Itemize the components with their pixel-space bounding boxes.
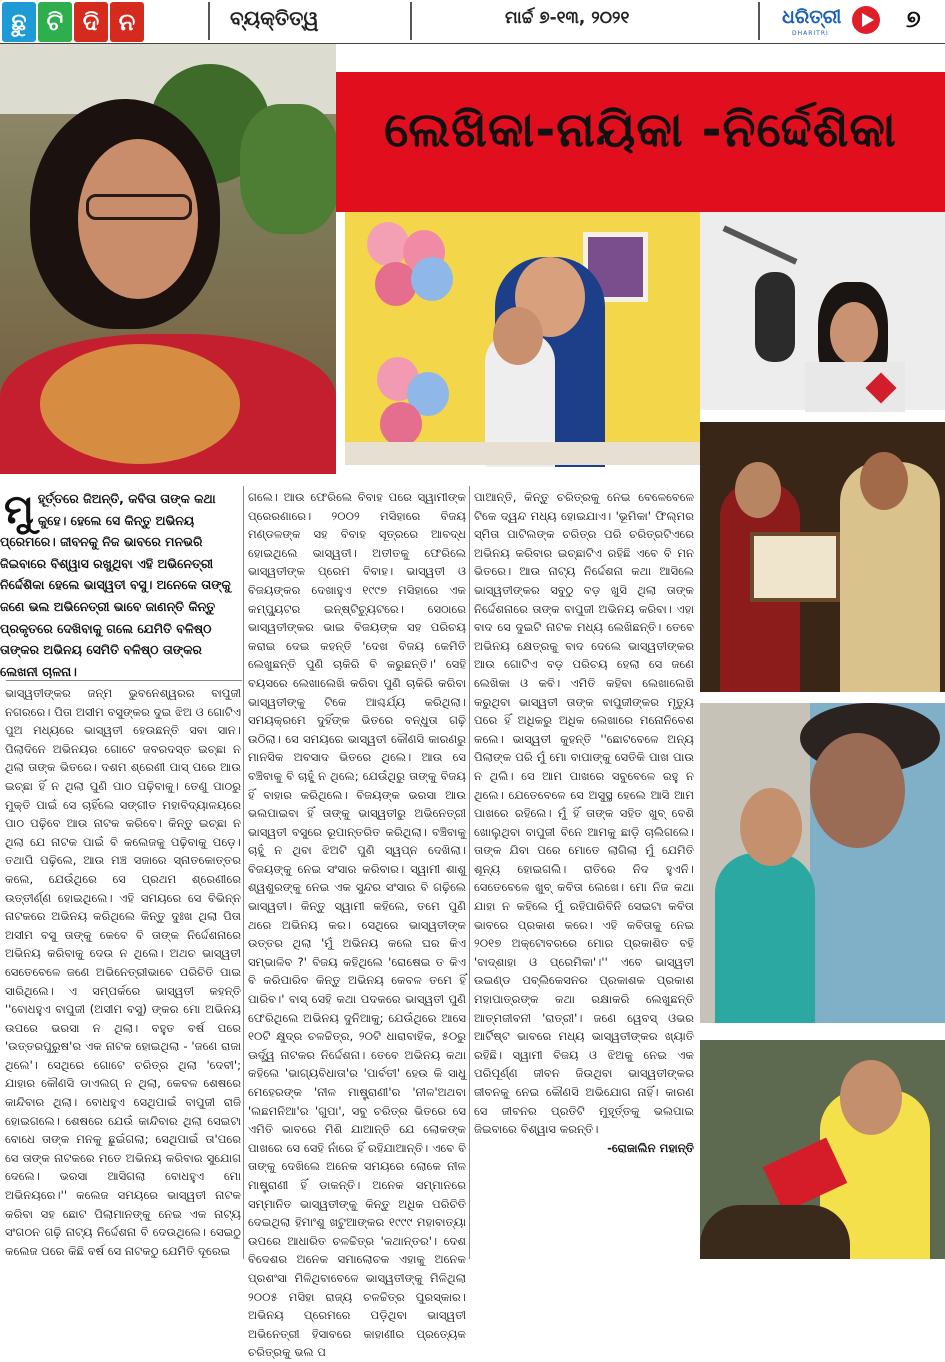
- portrait-photo: [0, 44, 336, 464]
- page-number: ୭: [906, 5, 921, 33]
- reading-photo: [700, 1040, 945, 1259]
- author-signature: -ରୋଜାଲିନ ମହାନ୍ତି: [607, 1140, 694, 1155]
- brand-letter: ଛୁ: [2, 2, 36, 42]
- dropcap: ମୁ: [4, 487, 34, 533]
- brand-logo: [0, 0, 144, 44]
- headline-banner: [336, 72, 945, 212]
- publication-logo: ଧରିତ୍ରୀ: [782, 6, 842, 28]
- headline: ଲେଖିକା-ନାୟିକା -ନିର୍ଦ୍ଦେଶିକା: [384, 102, 897, 158]
- column-divider: [243, 486, 244, 1259]
- article-column-1: [5, 684, 241, 1259]
- article-column-2: [248, 488, 466, 1360]
- intro-text: ହୂର୍ତ୍ତରେ ଜିଅନ୍ତି, କବିତା ତାଙ୍କ କଥା କୁହେ। ହେଲେ ସେ କିନ୍ତୁ ଅଭିନୟ ପ୍ରେମରେ। ଜୀବନକୁ ନିଜ ଭାବରେ ମନଭରି ଜିଇବାରେ ବିଶ୍ୱାସ ରଖୁଥିବା ଏହି ଅଭିନେତ୍ରୀ ନିର୍ଦ୍ଦେଶିକା ହେଲେ ଭାସ୍ୱତୀ ବସୁ। ଅନେକେ ତାଙ୍କୁ ଜଣେ ଭଲ ଅଭିନେତ୍ରୀ ଭାବେ ଜାଣନ୍ତି କିନ୍ତୁ ପ୍ରକୃତରେ ଦେଖିବାକୁ ଗଲେ ଯେମିତି ବଳିଷ୍ଠ ତାଙ୍କର ଅଭିନୟ ସେମିତି ବଳିଷ୍ଠ ତାଙ୍କର ଲେଖନୀ ଚାଳନା।: [0, 491, 231, 679]
- divider: [208, 2, 210, 40]
- father-photo: [700, 703, 945, 1023]
- play-icon: [852, 6, 880, 34]
- publication-logo-sub: DHARITRI: [792, 30, 829, 37]
- body-text: ପାଆନ୍ତି, କିନ୍ତୁ ଚରିତ୍ରକୁ ନେଇ ବେଳେବେଳେ ଟିକେ ଦ୍ୱନ୍ଦ ମଧ୍ୟ ହୋଇଯାଏ। 'ଭୂମିକା' ଫିଲ୍ମର ସ୍ମିତା ପାଟିଲଙ୍କ ଚରିତ୍ର ପରି ଚରିତ୍ରଟିଏରେ ଅଭିନୟ କରିବାର ଇଚ୍ଛାଟିଏ ରହିଛି ଏବେ ବି ମନ ଭିତରେ। ଆଉ ନାଟ୍ୟ ନିର୍ଦ୍ଦେଶନା କଥା ଆସିଲେ ଭାସ୍ୱତୀଙ୍କର ସବୁଠୁ ବଡ଼ ଖୁସି ଥିଲା ତାଙ୍କ ନିର୍ଦ୍ଦେଶନାରେ ତାଙ୍କ ବାପୁଜୀ ଅଭିନୟ କରିବା। ଏହା ବାଦ ସେ ଦୁଇଟି ନାଟକ ମଧ୍ୟ ଲେଖିଛନ୍ତି। ତେବେ ଅଭିନୟ କ୍ଷେତ୍ରକୁ ବାଦ ଦେଲେ ଭାସ୍ୱତୀଙ୍କର ଆଉ ଗୋଟିଏ ବଡ଼ ପରିଚୟ ହେଲା ସେ ଜଣେ ଲେଖିକା ଓ କବି। ଏମିତି କହିବା ଲେଖାଲେଖି କରୁଥିବା ଭାସ୍ୱତୀ ତାଙ୍କ ବାପୁଜୀଙ୍କର ମୃତ୍ୟୁ ପରେ ହିଁ ଅଧିକରୁ ଅଧିକ ଲେଖାରେ ମନୋନିବେଶ କଲେ। ଭାସ୍ୱତୀ କୁହନ୍ତି ''ଛୋଟବେଳେ ଅନ୍ୟ ପିଲାଙ୍କ ପରି ମୁଁ ମୋ ବାପାଙ୍କୁ ସେତିକି ପାଖ ପାଉ ନ ଥିଲି। ସେ ଆମ ପାଖରେ ସବୁବେଳେ ରହୁ ନ ଥିଲେ। ଯେତେବେଳେ ସେ ଅସୁସ୍ଥ ହେଲେ ଆସି ଆମ ପାଖରେ ରହିଲେ। ମୁଁ ହିଁ ତାଙ୍କ ସହିତ ଖୁବ୍ ବେଶି ଖୋଲୁଥିବା ବାପୁଜୀ ବିନେ ଆମକୁ ଛାଡ଼ି ଚାଲିଗଲେ। ତାଙ୍କ ଯିବା ପରେ ମୋତେ ଲାଗିଲା ମୁଁ ଯେମିତି ଶୂନ୍ୟ ହୋଇଗଲି। ରାତିରେ ନିଦ ହୁଏନି। ସେତେବେଳେ ଖୁବ୍ କବିତା ଲେଖେ। ମୋ ନିଜ କଥା ଯାହା ନ କହିଲେ ମୁଁ ରହିପାରିବିନି ସେଇଟା କବିତା ଭାବରେ ପ୍ରକାଶ କରେ। ଏହି କବିତାକୁ ନେଇ ୨୦୧୭ ଅକ୍ଟୋବରରେ ମୋର ପ୍ରକାଶିତ ବହି 'ବାଦ୍‌ଶାହା ଓ ପ୍ରେମିକା'।'' ଏବେ ଭାସ୍ୱତୀ ଉଇଣ୍ଡ ପବ୍ଲିକେସନର ପ୍ରକାଶକ ପ୍ରକାଶ ମହାପାତ୍ରଙ୍କ କଥା ରକ୍ଷାକରି ଲେଖୁଛନ୍ତି ଆତ୍ମଜୀବନୀ 'ରାତ୍ରୀ'। ଜଣେ ୱେବସ୍ ଓଭର ଆର୍ଟିଷ୍ଟ ଭାବରେ ମଧ୍ୟ ଭାସ୍ୱତୀଙ୍କର ଖ୍ୟାତି ରହିଛି। ସ୍ୱାମୀ ବିଜୟ ଓ ଝିଅକୁ ନେଇ ଏକ ପରିପୂର୍ଣ୍ଣ ଜୀବନ ଜିଉଥିବା ଭାସ୍ୱତୀଙ୍କର ଜୀବନକୁ ନେଇ କୌଣସି ଅଭିଯୋଗ ନାହିଁ। କାରଣ ସେ ଜୀବନର ପ୍ରତିଟି ମୁହୂର୍ତ୍ତକୁ ଭଲପାଇ ଜିଇବାରେ ବିଶ୍ୱାସ କରନ୍ତି।: [474, 490, 694, 1137]
- brand-letter: ନ: [110, 2, 144, 42]
- divider: [6, 680, 242, 681]
- intro-paragraph: [0, 488, 242, 682]
- divider: [758, 2, 760, 40]
- brand-letter: ଟି: [38, 2, 72, 42]
- studio-photo: [700, 212, 945, 410]
- article-column-3: [474, 488, 694, 1259]
- page-header: [0, 0, 945, 44]
- body-text: ଭାସ୍ୱତୀଙ୍କର ଜନ୍ମ ଭୁବନେଶ୍ୱରର ବାପୁଜୀ ନଗରରେ। ପିତା ଅସୀମ ବସୁଙ୍କର ଦୁଇ ଝିଅ ଓ ଗୋଟିଏ ପୁଅ ମଧ୍ୟରେ ଭାସ୍ୱତୀ ହେଉଛନ୍ତି ସବା ସାନ। ପିଲାଦିନେ ଅଭିନୟର ଗୋଟେ ଜବରଦସ୍ତ ଇଚ୍ଛା ନ ଥିଲା ତାଙ୍କ ଭିତରେ। ଦଶମ ଶ୍ରେଣୀ ପାସ୍ ପରେ ଆଉ ଇଚ୍ଛା ହିଁ ନ ଥିଲା ପୁଣି ପାଠ ପଢ଼ିବାକୁ। ତେଣୁ ପାଠରୁ ମୁକ୍ତି ପାଇଁ ସେ ଚାହିଁଲେ ସଙ୍ଗୀତ ମହାବିଦ୍ୟାଳୟରେ ପାଠ ପଢ଼ିବେ ଆଉ ନାଟକ କରିବେ। କିନ୍ତୁ ଇଚ୍ଛା ନ ଥିଲା ଯେ ନାଟକ ପାଇଁ ବି କଲେଜକୁ ପଢ଼ିବାକୁ ପଡ଼େ। ତଥାପି ପଢ଼ିଲେ, ଆଉ ମଞ୍ଚ ସଜାରେ ସ୍ନାତକୋତ୍ତର କଲେ, ଯେଉଁଥିରେ ସେ ପ୍ରଥମ ଶ୍ରେଣୀରେ ଉତ୍ତୀର୍ଣ୍ଣ ହୋଇଥିଲେ। ଏହି ସମୟରେ ସେ ବିଭିନ୍ନ ନାଟକରେ ଅଭିନୟ କରିଥିଲେ କିନ୍ତୁ ଦୁଃଖ ଥିଲା ପିତା ଅସୀମ ବସୁ ତାଙ୍କୁ କେବେ ବି ତାଙ୍କ ନିର୍ଦ୍ଦେଶନାରେ ଅଭିନୟ କରିବାକୁ ଦେଉ ନ ଥିଲେ। ଅଥଚ ଭାସ୍ୱତୀ ସେତେବେଳେ ଜଣେ ଅଭିନେତ୍ରୀଭାବେ ପରିଚିତି ପାଇ ସାରିଥିଲେ। ଏ ସମ୍ପର୍କରେ ଭାସ୍ୱତୀ କହନ୍ତି ''ବୋଧହୁଏ ବାପୁଜୀ (ଅସୀମ ବସୁ) ଙ୍କର ମୋ ଅଭିନୟ ଉପରେ ଭରସା ନ ଥିଲା। ବହୁତ ବର୍ଷ ପରେ 'ଉତ୍ତରପୁରୁଷ'ର ଏକ ନାଟକ ହୋଇଥିଲା - 'ଜଣେ ରାଜା ଥିଲେ'। ସେଥିରେ ଗୋଟେ ଚରିତ୍ର ଥିଲା 'ଦେବୀ'; ଯାହାର କୌଣସି ଡାଏଲଗ୍ ନ ଥିଲା, କେବଳ ଶେଷରେ କାନ୍ଦିବାର ଥିଲା। ବୋଧହୁଏ ସେଥିପାଇଁ ବାପୁଜୀ ରାଜି ହୋଇଗଲେ। ଶେଷରେ ଯେଉଁ କାନ୍ଦିବାର ଥିଲା ସେଇଟା ବୋଧେ ତାଙ୍କ ମନକୁ ଛୁଇଁଗଲା; ସେଥିପାଇଁ ତା'ପରେ ସେ ତାଙ୍କ ନାଟକରେ ମତେ ଅଭିନୟ କରିବାର ସୁଯୋଗ ଦେଲେ। ଭରସା ଆସିଗଲା ବୋଧହୁଏ ମୋ ଅଭିନୟରେ।'' କଲେଜ ସମୟରେ ଭାସ୍ୱତୀ ନାଟକ କରିବା ସହ ଛୋଟ ପିଲାମାନଙ୍କୁ ନେଇ ଏକ ନାଟ୍ୟ ସଂଗଠନ ଗଢ଼ି ନାଟ୍ୟ ନିର୍ଦ୍ଦେଶନା ବି ଦେଉଥିଲେ। ସେଇଠୁ କଲେଜ ପରେ କିଛି ବର୍ଷ ସେ ନାଟକଠୁ ଯେମିତି ଦୂରେଇ: [5, 686, 241, 1258]
- issue-date: ମାର୍ଚ୍ଚ ୭-୧୩, ୨୦୨୧: [505, 8, 630, 28]
- family-photo: [345, 212, 700, 465]
- column-divider: [469, 486, 470, 1259]
- brand-letter: ଦି: [74, 2, 108, 42]
- award-photo: [700, 422, 945, 692]
- section-name: ବ୍ୟକ୍ତିତ୍ୱ: [230, 6, 319, 30]
- body-text: ଗଲେ। ଆଉ ଫେରିଲେ ବିବାହ ପରେ ସ୍ୱାମୀଙ୍କ ପ୍ରେରଣାରେ। ୨୦୦୨ ମସିହାରେ ବିଜୟ ମଣ୍ଡଳଙ୍କ ସହ ବିବାହ ସୂତ୍ରରେ ଆବଦ୍ଧ ହୋଇଥିଲେ ଭାସ୍ୱତୀ। ଅତୀତକୁ ଫେରିଲେ ଭାସ୍ୱତୀଙ୍କ ପ୍ରେମ ବିବାହ। ଭାସ୍ୱତୀ ଓ ବିଜୟଙ୍କର ଦେଖାହୁଏ ୧୯୯୭ ମସିହାରେ ଏକ କମ୍ପ୍ୟୁଟର ଇନ୍‌ଷ୍ଟିଚ୍ୟୁଟରେ। ସେଠାରେ ଭାସ୍ୱତୀଙ୍କର ଭାଇ ବିଜୟଙ୍କ ସହ ପରିଚୟ କରାଇ ଦେଇ କହନ୍ତି 'ଦେଖ ବିଜୟ କେମିତି ଲେଖୁଛନ୍ତି ପୁଣି ଚାକିରି ବି କରୁଛନ୍ତି।' ସେହି ବୟସରେ ଲେଖାଲେଖି କରିବା ପୁଣି ଚାକିରି କରିବା ଭାସ୍ୱତୀଙ୍କୁ ଟିକେ ଆଶ୍ଚର୍ଯ୍ୟ କରିଥିଲା। ସମୟକ୍ରମେ ଦୁହିଁଙ୍କ ଭିତରେ ବନ୍ଧୁତା ଗଢ଼ି ଉଠିଲା। ସେ ସମୟରେ ଭାସ୍ୱତୀ କୌଣସି କାରଣରୁ ମାନସିକ ଅବସାଦ ଭିତରେ ଥିଲେ। ଆଉ ସେ ବଞ୍ଚିବାକୁ ବି ଚାହୁଁ ନ ଥିଲେ; ଯେଉଁଥିରୁ ତାଙ୍କୁ ବିଜୟ ହିଁ ବାହାର କରିଥିଲେ। ବିଜୟଙ୍କ ଭରସା ଆଉ ଭଲପାଇବା ହିଁ ତାଙ୍କୁ ଭାସ୍ୱତୀରୁ ଅଭିନେତ୍ରୀ ଭାସ୍ୱତୀ ବସୁରେ ରୂପାନ୍ତରିତ କରିଥିଲା। ବଞ୍ଚିବାକୁ ଚାହୁଁ ନ ଥିବା ଝିଅଟି ପୁଣି ସ୍ୱପ୍ନ ଦେଖିଲା। ବିଜୟଙ୍କୁ ନେଇ ସଂସାର କରିବାର। ସ୍ୱାମୀ ଶାଶୁ ଶ୍ୱଶୁରଙ୍କୁ ନେଇ ଏକ ସୁନ୍ଦର ସଂସାର ବି ଗଢ଼ିଲେ ଭାସ୍ୱତୀ। କିନ୍ତୁ ସ୍ୱାମୀ କହିଲେ, ତମେ ପୁଣି ଥରେ ଅଭିନୟ କର। ସେଥିରେ ଭାସ୍ୱତୀଙ୍କ ଉତ୍ତର ଥିଲା 'ମୁଁ ଅଭିନୟ କଲେ ଘର କିଏ ସମ୍ଭାଳିବ ?' ବିଜୟ କହିଥିଲେ 'ରୋଷେଇ ତ କିଏ ବି କରିପାରିବ କିନ୍ତୁ ଅଭିନୟ କେବଳ ତମେ ହିଁ ପାରିବ।' ବାସ୍ ସେହି କଥା ପଦକରେ ଭାସ୍ୱତୀ ପୁଣି ଫେରିଥିଲେ ଅଭିନୟ ଦୁନିଆକୁ; ଯେଉଁଥିରେ ଆସେ ୧୦ଟି କ୍ଷୁଦ୍ର ଚଳଚ୍ଚିତ୍ର, ୨୦ଟି ଧାରାବାହିକ, ୫୦ରୁ ଊର୍ଦ୍ଧ୍ୱ ନାଟକର ନିର୍ଦ୍ଦେଶନା। ତେବେ ଅଭିନୟ କଥା କହିଲେ 'ଭାଗ୍ୟବିଧାତା'ର 'ପାର୍ବତୀ' ହେଉ କି ସାଧୁ ମେହେରଙ୍କ 'ନୀଳ ମାଷ୍ଟ୍ରାଣୀ'ର 'ନୀଳ'ଅଥବା 'ଲଛମନିଆ'ର 'ଗୁପା', ସବୁ ଚରିତ୍ର ଭିତରେ ସେ ଏମିତି ଭାବରେ ମିଶି ଯାଆନ୍ତି ଯେ ଲୋକଙ୍କ ପାଖରେ ସେ ସେହି ନାଁରେ ହିଁ ରହିଯାଆନ୍ତି। ଏବେ ବି ତାଙ୍କୁ ଦେଖିଲେ ଅନେକ ସମୟରେ ଲୋକେ ନୀଳ ମାଷ୍ଟ୍ରାଣୀ ହିଁ ଡାକନ୍ତି। ଅନେକ ସମ୍ମାନରେ ସମ୍ମାନିତ ଭାସ୍ୱତୀଙ୍କୁ କିନ୍ତୁ ଅଧିକ ପରିଚିତି ଦେଇଥିଲା ହିମାଂଶୁ ଖଟୁଆଙ୍କର ୧୯୯୯ ମହାବାତ୍ୟା ଉପରେ ଆଧାରିତ ଚଳଚ୍ଚିତ୍ର 'କଥାନ୍ତର'। ଦେଶ ବିଦେଶର ଅନେକ ସମାଲୋଚକ ଏହାକୁ ଅନେକ ପ୍ରଶଂସା ମିଳିଥିବାବେଳେ ଭାସ୍ୱତୀଙ୍କୁ ମିଳିଥିଲା ୨୦୦୫ ମସିହା ରାଜ୍ୟ ଚଳଚ୍ଚିତ୍ର ପୁରସ୍କାର। ଅଭିନୟ ପ୍ରେମରେ ପଡ଼ିଥିବା ଭାସ୍ୱତୀ ଅଭିନେତ୍ରୀ ହିସାବରେ କାହାଣୀର ପ୍ରତ୍ୟେକ ଚରିତ୍ରକୁ ଭଲ ପ: [248, 490, 466, 1360]
- divider: [410, 2, 412, 40]
